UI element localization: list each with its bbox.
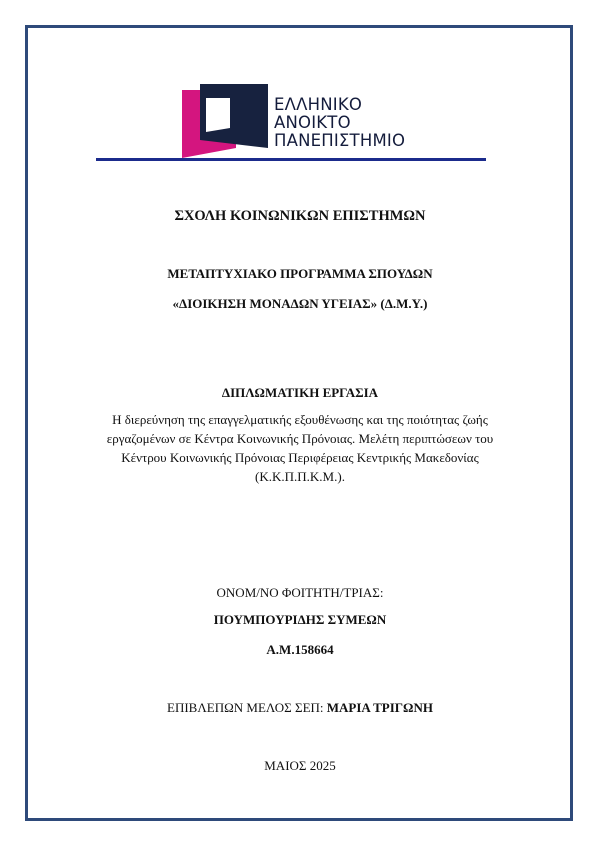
student-id: Α.Μ.158664 bbox=[266, 642, 334, 657]
supervisor bbox=[0, 700, 600, 716]
thesis-heading: ΔΙΠΛΩΜΑΤΙΚΗ ΕΡΓΑΣΙΑ bbox=[221, 385, 379, 400]
thesis-title bbox=[60, 410, 540, 486]
thesis-title-line: Κέντρου Κοινωνικής Πρόνοιας Περιφέρειας Κεντρικής Μακεδονίας bbox=[121, 450, 479, 465]
logo-line-1: ΕΛΛΗΝΙΚΟ bbox=[274, 95, 363, 114]
thesis-title-line: (Κ.Κ.Π.Π.Κ.Μ.). bbox=[255, 469, 345, 484]
university-logo-text bbox=[274, 96, 426, 150]
supervisor-name: ΜΑΡΙΑ ΤΡΙΓΩΝΗ bbox=[326, 700, 433, 715]
logo-underline-rule bbox=[96, 158, 486, 161]
submission-date: ΜΑΙΟΣ 2025 bbox=[264, 758, 336, 773]
student-name: ΠΟΥΜΠΟΥΡΙΔΗΣ ΣΥΜΕΩΝ bbox=[213, 612, 387, 627]
program-subtitle: «ΔΙΟΙΚΗΣΗ ΜΟΝΑΔΩΝ ΥΓΕΙΑΣ» (Δ.Μ.Υ.) bbox=[172, 296, 428, 311]
university-emblem-icon bbox=[176, 84, 268, 158]
thesis-title-line: Η διερεύνηση της επαγγελματικής εξουθένωσης και της ποιότητας ζωής bbox=[112, 412, 488, 427]
school-name: ΣΧΟΛΗ ΚΟΙΝΩΝΙΚΩΝ ΕΠΙΣΤΗΜΩΝ bbox=[174, 208, 426, 224]
thesis-title-line: εργαζομένων σε Κέντρα Κοινωνικής Πρόνοιας. Μελέτη περιπτώσεων του bbox=[106, 431, 494, 446]
student-label: ΟΝΟΜ/ΝΟ ΦΟΙΤΗΤΗ/ΤΡΙΑΣ: bbox=[216, 585, 384, 600]
supervisor-label: ΕΠΙΒΛΕΠΩΝ ΜΕΛΟΣ ΣΕΠ: bbox=[167, 700, 324, 715]
logo-line-2: ΑΝΟΙΚΤΟ bbox=[274, 113, 351, 132]
university-logo bbox=[176, 84, 426, 158]
logo-line-3: ΠΑΝΕΠΙΣΤΗΜΙΟ bbox=[274, 131, 406, 150]
program-title: ΜΕΤΑΠΤΥΧΙΑΚΟ ΠΡΟΓΡΑΜΜΑ ΣΠΟΥΔΩΝ bbox=[167, 266, 433, 281]
